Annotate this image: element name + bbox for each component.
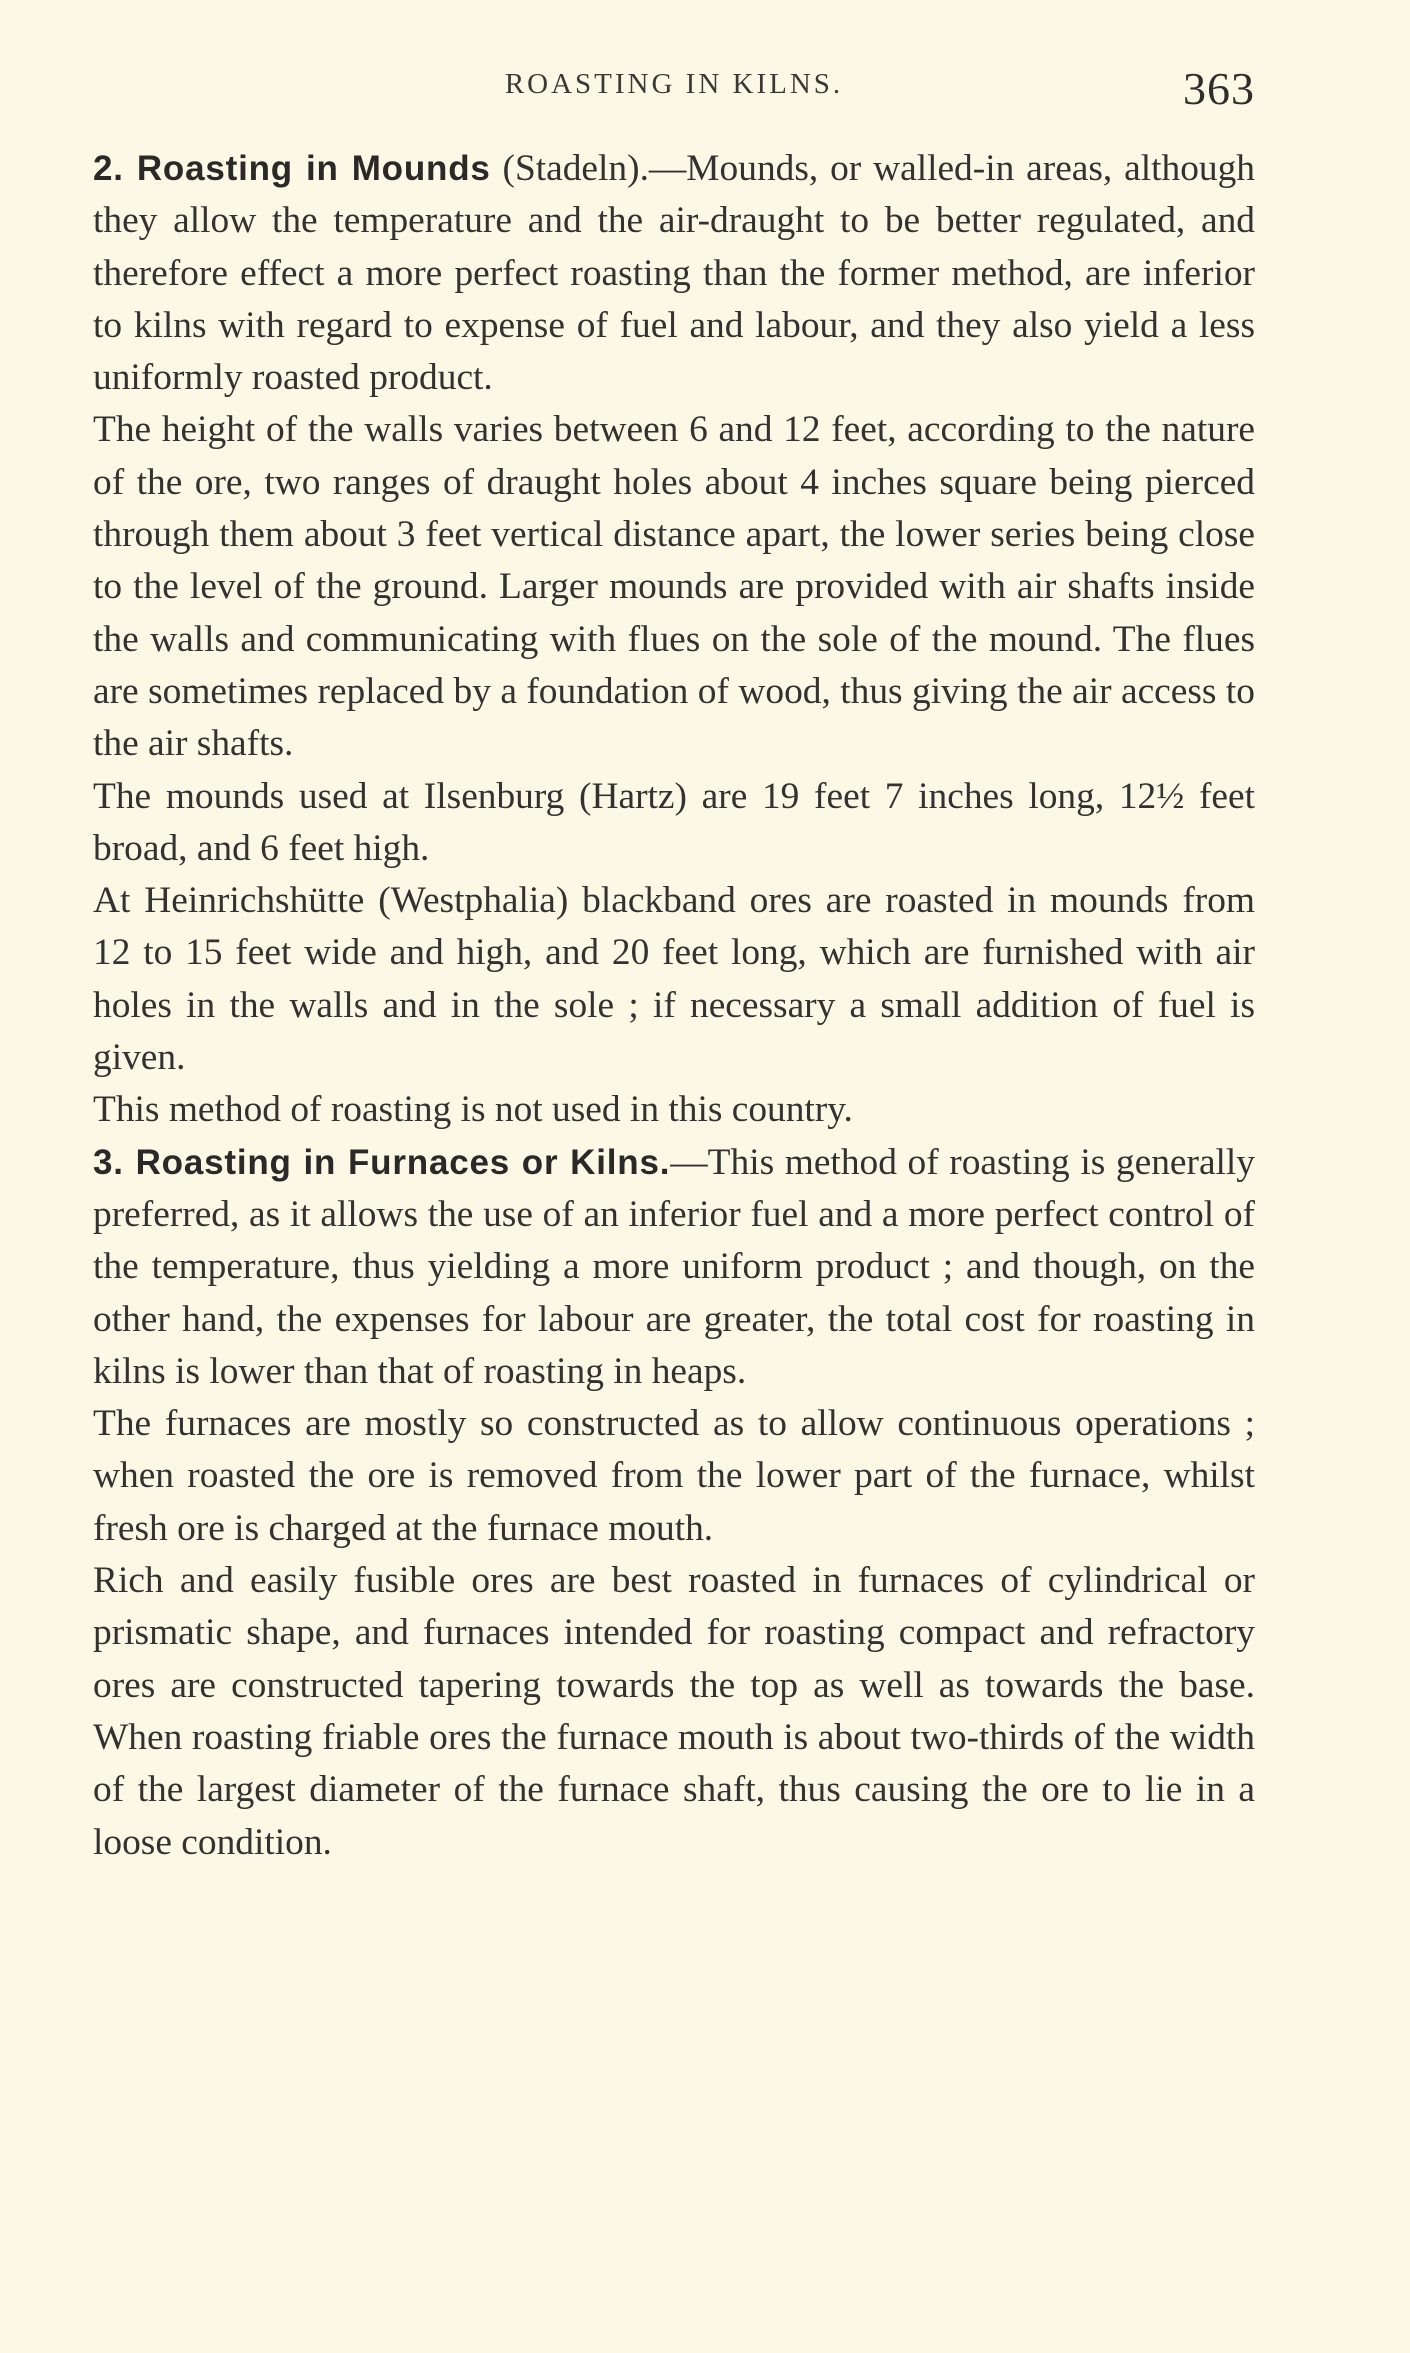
paragraph-text: —This method of roasting is generally preferred, as it allows the use of an inferior fuel and a more perfect control of the temperature, thus yielding a more uniform product ; and though, on the other hand, the expenses for labour are greater, the total cost for roasting in kilns is lower than that of roasting in heaps.: [93, 1141, 1256, 1392]
paragraph-ilsenburg: [93, 771, 1255, 876]
paragraph-text: This method of roasting is not used in this country.: [93, 1089, 853, 1131]
paragraph-text: Rich and easily fusible ores are best roasted in furnaces of cylindrical or prismatic shape, and furnaces intended for roasting compact and refractory ores are constructed tapering towards the top as well as towards the base. When roasting friable ores the furnace mouth is about two-thirds of the width of the largest diameter of the furnace shaft, thus causing the ore to lie in a loose condition.: [93, 1560, 1255, 1863]
running-head: [93, 62, 1255, 122]
paragraph-furnace-construction: [93, 1398, 1255, 1555]
paragraph-roasting-in-mounds: [93, 143, 1255, 404]
paragraph-wall-height: [93, 404, 1255, 770]
body-text: [93, 143, 1255, 1869]
section-heading: 3. Roasting in Furnaces or Kilns.: [93, 1142, 671, 1182]
paragraph-text: The mounds used at Ilsenburg (Hartz) are 19 feet 7 inches long, 12½ feet broad, and 6 feet high.: [93, 775, 1255, 869]
paragraph-heinrichshutte: [93, 875, 1255, 1084]
paragraph-roasting-in-kilns: [93, 1137, 1255, 1398]
paragraph-text: At Heinrichshütte (Westphalia) blackband ores are roasted in mounds from 12 to 15 feet wide and high, and 20 feet long, which are furnished with air holes in the walls and in the sole ; if necessary a small addition of fuel is given.: [93, 880, 1255, 1079]
paragraph-text: The height of the walls varies between 6 and 12 feet, according to the nature of the ore, two ranges of draught holes about 4 inches square being pierced through them about 3 feet vertical distance apart, the lower series being close to the level of the ground. Larger mounds are provided with air shafts inside the walls and communicating with flues on the sole of the mound. The flues are sometimes replaced by a foundation of wood, thus giving the air access to the air shafts.: [93, 409, 1255, 765]
paragraph-text: (Stadeln).—Mounds, or walled-in areas, although they allow the temperature and the air-draught to be better regulated, and therefore effect a more perfect roasting than the former method, are inferior to kilns with regard to expense of fuel and labour, and they also yield a less uniformly roasted product.: [93, 148, 1255, 399]
paragraph-not-used: [93, 1084, 1255, 1136]
page-number: 363: [1183, 63, 1255, 114]
paragraph-furnace-shapes: [93, 1555, 1255, 1869]
section-heading: 2. Roasting in Mounds: [93, 149, 491, 188]
running-title: ROASTING IN KILNS.: [504, 68, 844, 100]
paragraph-text: The furnaces are mostly so constructed as to allow continuous operations ; when roasted the ore is removed from the lower part of the furnace, whilst fresh ore is charged at the furnace mouth.: [93, 1403, 1255, 1549]
